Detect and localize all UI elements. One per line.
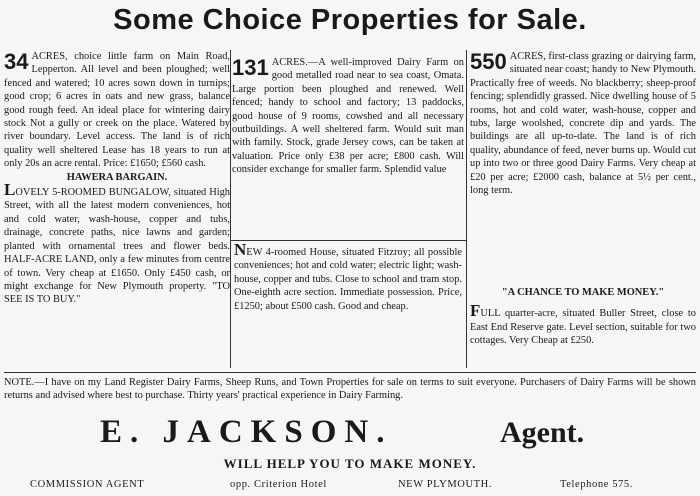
listing-hawera xyxy=(4,180,230,307)
footer-location: opp. Criterion Hotel xyxy=(230,479,327,490)
listing-text: OVELY 5-ROOMED BUNGALOW, situated High Street, with all the latest modern conveniences, hot and cold water, wash-house, copper and tubs, drainage, concrete paths, nice lawns and garden; planted with ornamental trees and flower beds. HALF-ACRE LAND, only a few minutes from centre of town. Very cheap at £1650. Only £450 cash, or might exchange for New Plymouth property. "TO SEE IS TO BUY." xyxy=(4,187,230,306)
listing-text: EW 4-roomed House, situated Fitzroy; all possible conveniences; hot and cold water; electric light; wash-house, copper and tubs. Close to school and tram stop. One-eighth acre section. Immediate possession. Price, £1250; about £500 cash. Good and cheap. xyxy=(234,247,462,312)
section-divider xyxy=(4,372,696,373)
footer-role: COMMISSION AGENT xyxy=(30,479,145,490)
agent-name: E. JACKSON. xyxy=(100,414,393,450)
listing-text: ULL quarter-acre, situated Buller Street, close to East End Reserve gate. Level section, suitable for two cottages. Very Cheap at £250. xyxy=(470,308,696,347)
listing-lepperton xyxy=(4,50,230,171)
lot-number: 34 xyxy=(4,49,29,74)
footer-telephone: Telephone 575. xyxy=(560,479,633,490)
listing-column-1 xyxy=(4,50,230,307)
slogan: WILL HELP YOU TO MAKE MONEY. xyxy=(223,456,477,471)
listing-text: ACRES.—A well-improved Dairy Farm on good metalled road near to sea coast, Omata. Large portion been ploughed and renewed. Well fenced; handy to school and factory; 13 paddocks, good house of 9 rooms, cowshed and all necessary outbuildings. A well sheltered farm. Would suit man with family. Stock, grade Jersey cows, can be taken at valuation. Price only £38 per acre; £800 cash. Will consider exchange for smaller farm. Splendid value xyxy=(232,57,464,176)
section-divider xyxy=(230,240,466,241)
column-divider xyxy=(466,50,467,368)
lot-number: 131 xyxy=(232,56,269,80)
agent-banner xyxy=(0,414,700,452)
listing-omata xyxy=(232,56,464,177)
listing-text: ACRES, choice little farm on Main Road, Lepperton. All level and been ploughed; well fenced and watered; 10 acres sown down in turnips; good crop; 6 acres in oats and new grass, balance good rough feed. An ideal place for wintering dairy stock Not a gully or creek on the place. Watered by river boundary. Level access. The land is of rich quality well sheltered Lease has 18 years to run at only 20s an acre rental. Price: £1650; £560 cash. xyxy=(4,51,230,170)
lot-number: 550 xyxy=(470,50,507,74)
listing-text: ACRES, first-class grazing or dairying farm, situated near coast; handy to New Plymouth. Practically free of weeds. No blackberry; sheep-proof fencing; splendidly grassed. Nice dwelling house of 5 rooms, hot and cold water, wash-house, copper and tubs, large woolshed, concrete dip and yards. The buildings are all up-to-date. The land is of rich quality, abundance of feed, never burns up. Would cut up into two or three good Dairy Farms. Very cheap at £20 per acre; £2000 cash, balance at 5½ per cent., long term. xyxy=(470,51,696,197)
listing-column-2 xyxy=(232,56,464,236)
listing-new-plymouth-farm xyxy=(470,50,696,197)
drop-cap: F xyxy=(470,301,481,321)
page-title: Some Choice Properties for Sale. xyxy=(113,4,587,36)
listing-column-3 xyxy=(470,50,696,270)
listing-fitzroy xyxy=(234,240,462,313)
section-subhead: "A CHANCE TO MAKE MONEY." xyxy=(501,287,665,298)
listing-buller-street xyxy=(470,286,696,348)
drop-cap: N xyxy=(234,240,247,259)
section-subhead: HAWERA BARGAIN. xyxy=(66,171,168,183)
register-note: NOTE.—I have on my Land Register Dairy Farms, Sheep Runs, and Town Properties for sale on terms to suit everyone. Purchasers of Dairy Farms will be shown returns and advised where best to purchase. Thirty years' practical experience in Dairy Farming. xyxy=(4,377,696,401)
drop-cap: L xyxy=(4,180,16,200)
agent-title: Agent. xyxy=(500,416,585,449)
footer-town: NEW PLYMOUTH. xyxy=(398,479,493,490)
column-divider xyxy=(230,50,231,368)
